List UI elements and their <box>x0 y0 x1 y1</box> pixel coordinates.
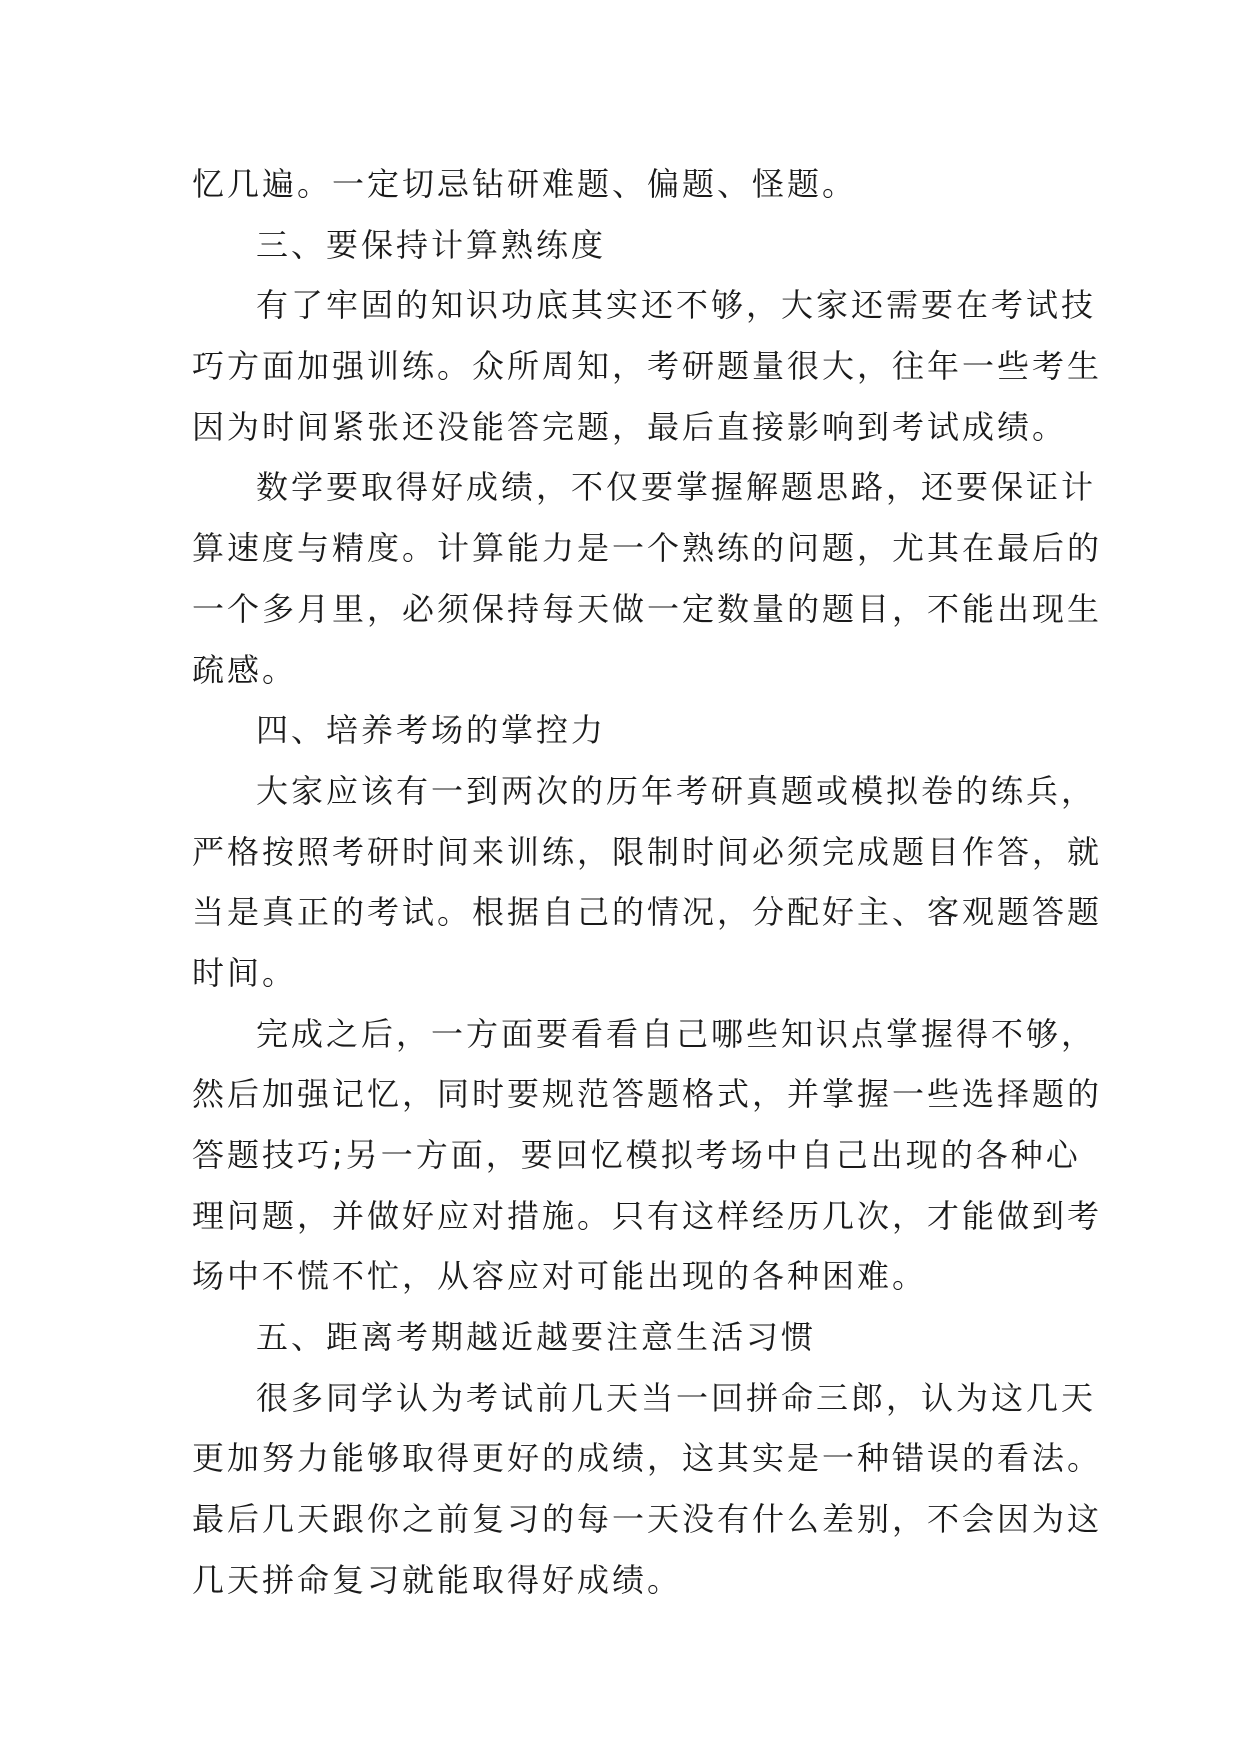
text-line: 巧方面加强训练。众所周知，考研题量很大，往年一些考生 <box>192 347 1103 386</box>
text-line: 最后几天跟你之前复习的每一天没有什么差别，不会因为这 <box>192 1500 1103 1539</box>
text-line: 答题技巧;另一方面，要回忆模拟考场中自己出现的各种心 <box>192 1136 1081 1174</box>
text-line: 完成之后，一方面要看看自己哪些知识点掌握得不够， <box>256 1014 1097 1053</box>
text-line: 算速度与精度。计算能力是一个熟练的问题，尤其在最后的 <box>192 529 1103 568</box>
text-line: 数学要取得好成绩，不仅要掌握解题思路，还要保证计 <box>256 468 1097 507</box>
text-line: 当是真正的考试。根据自己的情况，分配好主、客观题答题 <box>192 893 1103 932</box>
text-line: 然后加强记忆，同时要规范答题格式，并掌握一些选择题的 <box>192 1075 1103 1114</box>
text-line: 严格按照考研时间来训练，限制时间必须完成题目作答，就 <box>192 832 1103 871</box>
text-line: 大家应该有一到两次的历年考研真题或模拟卷的练兵， <box>256 771 1097 810</box>
text-line: 更加努力能够取得更好的成绩，这其实是一种错误的看法。 <box>192 1439 1103 1478</box>
text-line: 场中不慌不忙，从容应对可能出现的各种困难。 <box>192 1257 928 1296</box>
text-line: 几天拼命复习就能取得好成绩。 <box>192 1560 683 1599</box>
document-page <box>192 154 1103 1611</box>
section-heading: 三、要保持计算熟练度 <box>256 225 607 264</box>
text-line: 理问题，并做好应对措施。只有这样经历几次，才能做到考 <box>192 1196 1103 1235</box>
section-heading: 五、距离考期越近越要注意生活习惯 <box>256 1318 817 1357</box>
text-line: 因为时间紧张还没能答完题，最后直接影响到考试成绩。 <box>192 407 1068 446</box>
section-heading: 四、培养考场的掌控力 <box>256 711 607 750</box>
text-line: 有了牢固的知识功底其实还不够，大家还需要在考试技 <box>256 286 1097 325</box>
text-line: 忆几遍。一定切忌钻研难题、偏题、怪题。 <box>192 165 858 203</box>
text-line: 疏感。 <box>192 650 298 689</box>
text-line: 时间。 <box>192 953 298 992</box>
text-line: 一个多月里，必须保持每天做一定数量的题目，不能出现生 <box>192 589 1103 628</box>
text-line: 很多同学认为考试前几天当一回拼命三郎，认为这几天 <box>256 1378 1097 1417</box>
